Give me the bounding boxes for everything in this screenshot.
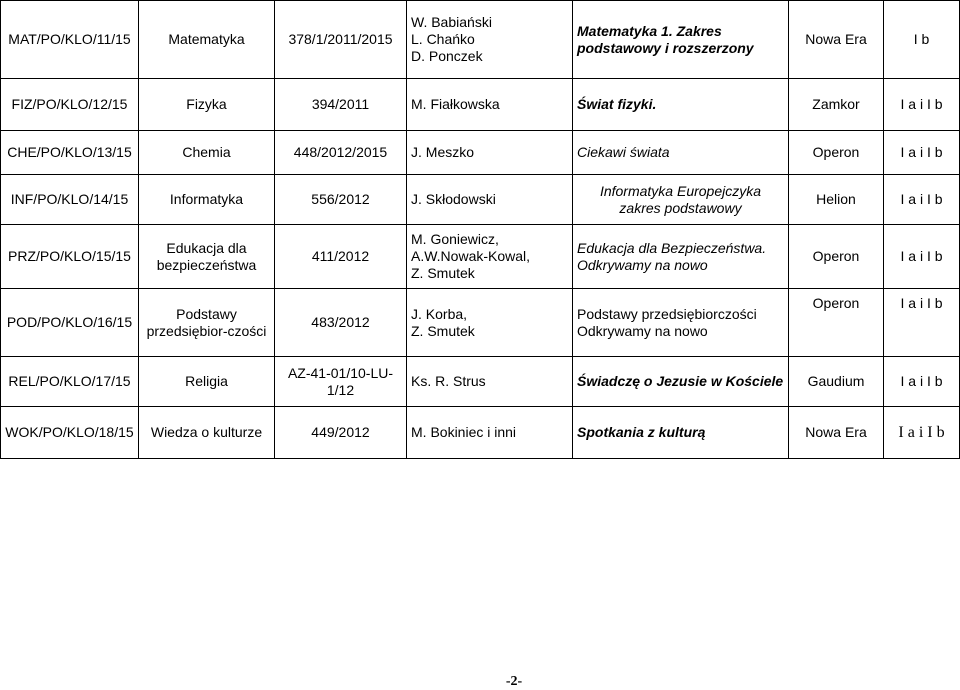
publisher: Gaudium xyxy=(789,357,884,407)
book-title: Podstawy przedsiębiorczości Odkrywamy na nowo xyxy=(573,289,789,357)
publisher: Operon xyxy=(789,289,884,357)
publisher: Helion xyxy=(789,175,884,225)
publisher: Nowa Era xyxy=(789,1,884,79)
table-row xyxy=(1,79,960,131)
book-title: Świadczę o Jezusie w Kościele xyxy=(573,357,789,407)
program-code: WOK/PO/KLO/18/15 xyxy=(1,407,139,459)
approval-number: 411/2012 xyxy=(275,225,407,289)
table-row xyxy=(1,407,960,459)
subject: Matematyka xyxy=(139,1,275,79)
table-row xyxy=(1,1,960,79)
classes: I a i I b xyxy=(884,175,960,225)
approval-number: 394/2011 xyxy=(275,79,407,131)
subject: Wiedza o kulturze xyxy=(139,407,275,459)
program-code: POD/PO/KLO/16/15 xyxy=(1,289,139,357)
subject: Podstawy przedsiębior-czości xyxy=(139,289,275,357)
table-row xyxy=(1,289,960,357)
classes: I a i I b xyxy=(884,289,960,357)
authors: Ks. R. Strus xyxy=(407,357,573,407)
program-code: INF/PO/KLO/14/15 xyxy=(1,175,139,225)
approval-number: 448/2012/2015 xyxy=(275,131,407,175)
authors: J. Meszko xyxy=(407,131,573,175)
program-code: FIZ/PO/KLO/12/15 xyxy=(1,79,139,131)
book-title: Świat fizyki. xyxy=(573,79,789,131)
authors: M. Bokiniec i inni xyxy=(407,407,573,459)
table-row xyxy=(1,131,960,175)
classes: I a i I b xyxy=(884,357,960,407)
subject: Chemia xyxy=(139,131,275,175)
authors: J. Korba, Z. Smutek xyxy=(407,289,573,357)
approval-number: 378/1/2011/2015 xyxy=(275,1,407,79)
book-title: Matematyka 1. Zakres podstawowy i rozszerzony xyxy=(573,1,789,79)
subject: Religia xyxy=(139,357,275,407)
publisher: Nowa Era xyxy=(789,407,884,459)
book-title: Edukacja dla Bezpieczeństwa. Odkrywamy na nowo xyxy=(573,225,789,289)
classes: I b xyxy=(884,1,960,79)
subject: Edukacja dla bezpieczeństwa xyxy=(139,225,275,289)
subject: Fizyka xyxy=(139,79,275,131)
table-row xyxy=(1,357,960,407)
classes: I a i I b xyxy=(884,131,960,175)
subject: Informatyka xyxy=(139,175,275,225)
approval-number: AZ-41-01/10-LU-1/12 xyxy=(275,357,407,407)
approval-number: 483/2012 xyxy=(275,289,407,357)
authors: M. Goniewicz, A.W.Nowak-Kowal, Z. Smutek xyxy=(407,225,573,289)
publisher: Operon xyxy=(789,131,884,175)
publisher: Zamkor xyxy=(789,79,884,131)
classes: I a i I b xyxy=(884,407,960,459)
classes: I a i I b xyxy=(884,225,960,289)
book-title: Informatyka Europejczyka zakres podstawowy xyxy=(573,175,789,225)
program-code: PRZ/PO/KLO/15/15 xyxy=(1,225,139,289)
table-row xyxy=(1,175,960,225)
table-row xyxy=(1,225,960,289)
book-title: Spotkania z kulturą xyxy=(573,407,789,459)
authors: J. Skłodowski xyxy=(407,175,573,225)
program-code: REL/PO/KLO/17/15 xyxy=(1,357,139,407)
book-title: Ciekawi świata xyxy=(573,131,789,175)
program-code: CHE/PO/KLO/13/15 xyxy=(1,131,139,175)
classes: I a i I b xyxy=(884,79,960,131)
page-number: -2- xyxy=(505,674,523,689)
authors: W. Babiański L. Chańko D. Ponczek xyxy=(407,1,573,79)
program-code: MAT/PO/KLO/11/15 xyxy=(1,1,139,79)
authors: M. Fiałkowska xyxy=(407,79,573,131)
publisher: Operon xyxy=(789,225,884,289)
approval-number: 449/2012 xyxy=(275,407,407,459)
approval-number: 556/2012 xyxy=(275,175,407,225)
